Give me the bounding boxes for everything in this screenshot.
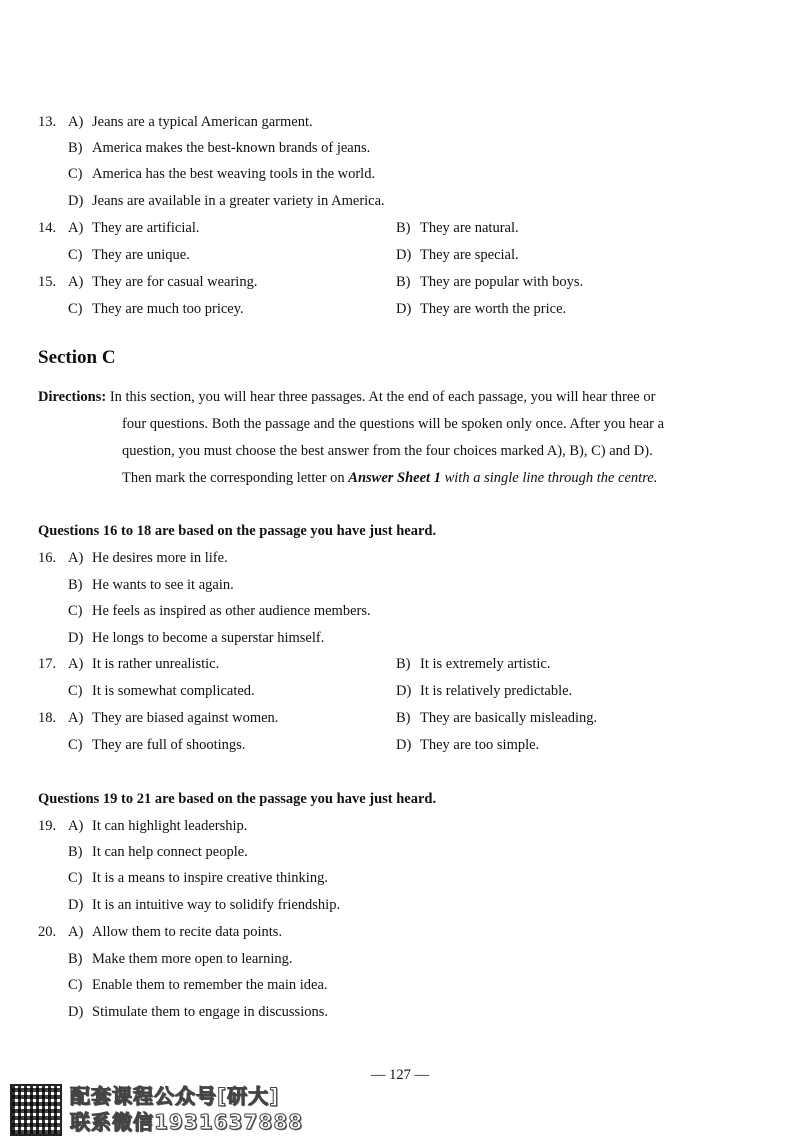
question-20-option-b: B) Make them more open to learning. bbox=[68, 951, 293, 967]
question-20-option-d: D) Stimulate them to engage in discussions. bbox=[68, 1004, 329, 1020]
question-16-option-a: 16. A) He desires more in life. bbox=[38, 550, 228, 566]
question-16-option-d: D) He longs to become a superstar himself. bbox=[68, 630, 325, 646]
watermark-footer bbox=[10, 1084, 330, 1136]
directions-lead: Directions: bbox=[38, 389, 107, 405]
question-16-option-b: B) He wants to see it again. bbox=[68, 577, 234, 593]
question-13-option-d: D) Jeans are available in a greater variety in America. bbox=[68, 193, 385, 209]
question-17-option-c: C) It is somewhat complicated. bbox=[68, 683, 255, 699]
watermark-line-1: 配套课程公众号[研大] bbox=[70, 1084, 280, 1108]
question-13-option-a: 13. A) Jeans are a typical American garment. bbox=[38, 114, 313, 130]
group-heading-19-21: Questions 19 to 21 are based on the passage you have just heard. bbox=[38, 791, 437, 807]
question-19-option-d: D) It is an intuitive way to solidify friendship. bbox=[68, 897, 341, 913]
question-19-option-b: B) It can help connect people. bbox=[68, 844, 248, 860]
question-18-option-d: D) They are too simple. bbox=[396, 737, 540, 753]
question-20-option-a: 20. A) Allow them to recite data points. bbox=[38, 924, 283, 940]
question-18-option-c: C) They are full of shootings. bbox=[68, 737, 246, 753]
question-14-option-b: B) They are natural. bbox=[396, 220, 519, 236]
question-14-option-a: 14. A) They are artificial. bbox=[38, 220, 200, 236]
question-15-option-d: D) They are worth the price. bbox=[396, 301, 567, 317]
group-heading-16-18: Questions 16 to 18 are based on the passage you have just heard. bbox=[38, 523, 437, 539]
question-17-option-b: B) It is extremely artistic. bbox=[396, 656, 551, 672]
section-title: Section C bbox=[38, 347, 116, 368]
question-17-option-a: 17. A) It is rather unrealistic. bbox=[38, 656, 220, 672]
question-19-option-a: 19. A) It can highlight leadership. bbox=[38, 818, 248, 834]
question-18-option-a: 18. A) They are biased against women. bbox=[38, 710, 279, 726]
qr-code-icon bbox=[10, 1084, 62, 1136]
directions: Directions: In this section, you will hear three passages. At the end of each passage, you will hear three or four questions. Both the passage and the questions will be spoken only once. After you hear a question, you must choose the best answer from the four choices marked A), B), C) and D). Then mark the corresponding letter on Answer Sheet 1 with a single line through the centre. bbox=[38, 389, 665, 486]
watermark-line-2: 联系微信1931637888 bbox=[70, 1110, 304, 1134]
question-15-option-c: C) They are much too pricey. bbox=[68, 301, 244, 317]
page-number: — 127 — bbox=[371, 1067, 429, 1083]
question-13-option-c: C) America has the best weaving tools in the world. bbox=[68, 166, 376, 182]
question-20-option-c: C) Enable them to remember the main idea. bbox=[68, 977, 328, 993]
question-14-option-c: C) They are unique. bbox=[68, 247, 190, 263]
question-15-option-a: 15. A) They are for casual wearing. bbox=[38, 274, 258, 290]
question-18-option-b: B) They are basically misleading. bbox=[396, 710, 598, 726]
question-15-option-b: B) They are popular with boys. bbox=[396, 274, 584, 290]
question-16-option-c: C) He feels as inspired as other audience members. bbox=[68, 603, 371, 619]
question-17-option-d: D) It is relatively predictable. bbox=[396, 683, 573, 699]
question-19-option-c: C) It is a means to inspire creative thinking. bbox=[68, 870, 328, 886]
question-14-option-d: D) They are special. bbox=[396, 247, 519, 263]
question-13-option-b: B) America makes the best-known brands of jeans. bbox=[68, 140, 371, 156]
